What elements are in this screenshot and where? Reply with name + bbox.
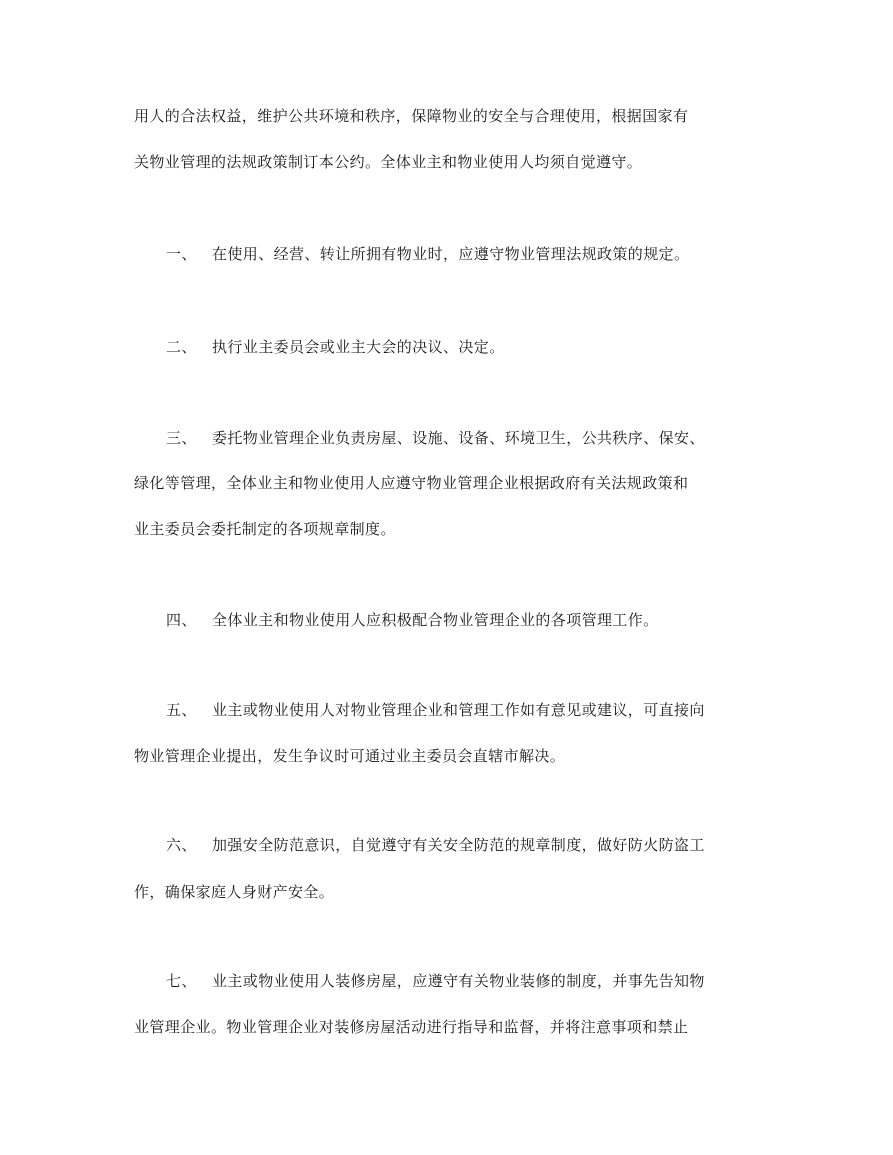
clause-5-line-2: 物业管理企业提出，发生争议时可通过业主委员会直辖市解决。 <box>134 747 566 765</box>
clause-text: 加强安全防范意识，自觉遵守有关安全防范的规章制度，做好防火防盗工 <box>212 836 705 854</box>
clause-text: 业主或物业使用人对物业管理企业和管理工作如有意见或建议，可直接向 <box>212 701 705 719</box>
clause-3 <box>166 428 705 448</box>
clause-3-line-2: 绿化等管理，全体业主和物业使用人应遵守物业管理企业根据政府有关法规政策和 <box>134 474 689 492</box>
intro-line-1: 用人的合法权益，维护公共环境和秩序，保障物业的安全与合理使用，根据国家有 <box>134 107 689 125</box>
clause-text: 执行业主委员会或业主大会的决议、决定。 <box>212 338 505 356</box>
intro-line-2: 关物业管理的法规政策制订本公约。全体业主和物业使用人均须自觉遵守。 <box>134 153 643 171</box>
clause-number: 七、 <box>166 972 197 990</box>
clause-text: 委托物业管理企业负责房屋、设施、设备、环境卫生，公共秩序、保安、 <box>212 429 705 447</box>
clause-text: 业主或物业使用人装修房屋，应遵守有关物业装修的制度，并事先告知物 <box>212 972 705 990</box>
clause-1 <box>166 244 689 264</box>
clause-number: 五、 <box>166 701 197 719</box>
clause-5 <box>166 700 705 720</box>
clause-number: 二、 <box>166 338 197 356</box>
clause-number: 四、 <box>166 611 197 629</box>
clause-4 <box>166 610 659 630</box>
clause-2 <box>166 337 505 357</box>
clause-number: 三、 <box>166 429 197 447</box>
clause-7-line-2: 业管理企业。物业管理企业对装修房屋活动进行指导和监督，并将注意事项和禁止 <box>134 1018 689 1036</box>
clause-number: 六、 <box>166 836 197 854</box>
clause-6 <box>166 835 705 855</box>
clause-3-line-3: 业主委员会委托制定的各项规章制度。 <box>134 520 396 538</box>
clause-text: 全体业主和物业使用人应积极配合物业管理企业的各项管理工作。 <box>212 611 659 629</box>
clause-number: 一、 <box>166 245 197 263</box>
clause-7 <box>166 971 705 991</box>
clause-6-line-2: 作，确保家庭人身财产安全。 <box>134 883 335 901</box>
clause-text: 在使用、经营、转让所拥有物业时，应遵守物业管理法规政策的规定。 <box>212 245 690 263</box>
